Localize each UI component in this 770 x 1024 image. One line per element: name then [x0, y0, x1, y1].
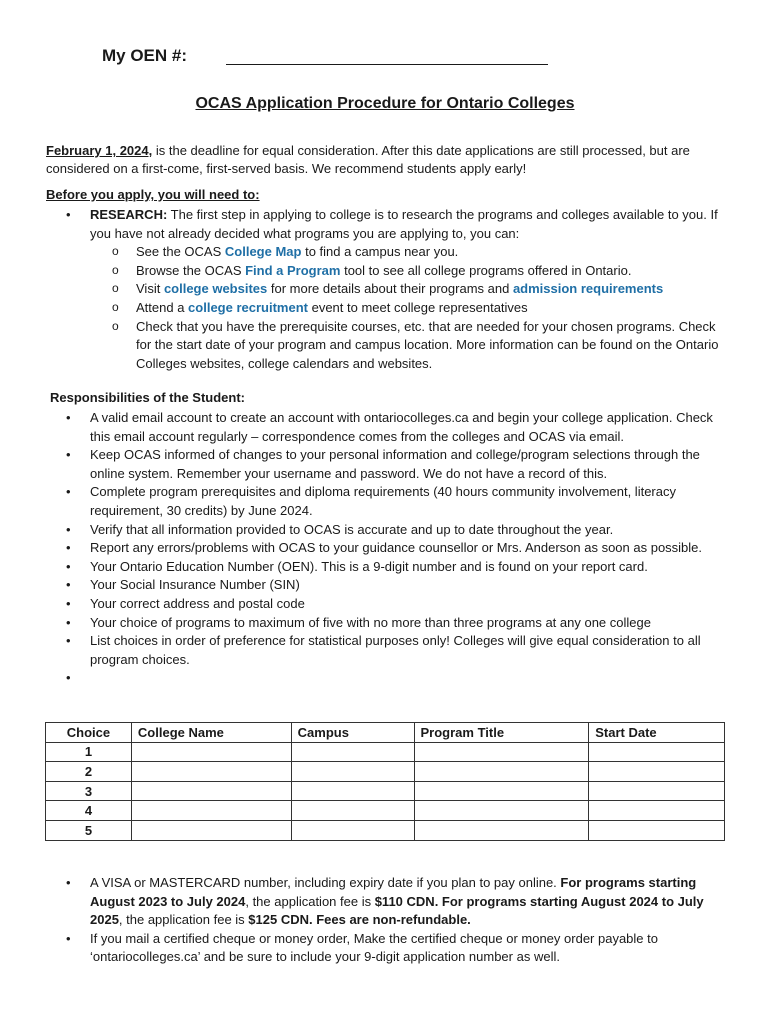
deadline-date: February 1, 2024, — [46, 143, 153, 158]
sub-text: Check that you have the prerequisite courses, etc. that are needed for your chosen programs. Check for the start date of your program and campus location. More information can be found on the Ontario Colleges websites, college calendars and websites. — [136, 318, 719, 371]
choice-number: 2 — [46, 762, 132, 782]
research-label: RESEARCH: — [90, 207, 168, 222]
sub-text: Attend a — [136, 299, 189, 315]
list-item-empty — [46, 669, 726, 688]
sub-text: tool to see all college programs offered in Ontario. — [340, 262, 632, 278]
table-cell[interactable] — [589, 742, 725, 762]
list-item: • Keep OCAS informed of changes to your personal information and college/program selections through the online system. Remember your username and password. We do not have a record of this. — [46, 446, 726, 483]
payment-text: , the application fee is — [118, 912, 249, 928]
responsibilities-list — [46, 409, 726, 688]
list-item: • List choices in order of preference for statistical purposes only! Colleges will give equal consideration to all program choices. — [46, 632, 726, 669]
table-cell[interactable] — [131, 781, 291, 801]
oen-label: My OEN #: — [102, 46, 188, 65]
list-item: • Complete program prerequisites and diploma requirements (40 hours community involvement, literacy requirement, 30 credits) by June 2024. — [46, 483, 726, 520]
sub-item — [90, 318, 726, 374]
sub-item — [90, 243, 726, 262]
table-header-row — [46, 723, 725, 743]
sub-text: Browse the OCAS — [136, 262, 246, 278]
table-row — [46, 781, 725, 801]
table-cell[interactable] — [589, 762, 725, 782]
payment-list — [46, 874, 726, 967]
intro-paragraph — [46, 142, 726, 178]
sub-item — [90, 299, 726, 318]
sub-text: See the OCAS — [136, 244, 225, 260]
list-item: • A valid email account to create an account with ontariocolleges.ca and begin your college application. Check this email account regularly – correspondence comes from the colleges and OCAS via email. — [46, 409, 726, 446]
payment-text: A VISA or MASTERCARD number, including expiry date if you plan to pay online. — [90, 875, 561, 890]
table-cell[interactable] — [291, 820, 414, 840]
table-cell[interactable] — [291, 742, 414, 762]
table-row — [46, 762, 725, 782]
admission-requirements-link[interactable]: admission requirements — [512, 281, 664, 297]
column-header: Choice — [46, 723, 132, 743]
table-cell[interactable] — [291, 781, 414, 801]
table-cell[interactable] — [131, 820, 291, 840]
responsibilities-heading: Responsibilities of the Student: — [50, 390, 246, 405]
sub-item — [90, 262, 726, 281]
choice-number: 3 — [46, 781, 132, 801]
college-map-link[interactable]: College Map — [224, 244, 302, 260]
list-item: • Your correct address and postal code — [46, 595, 726, 614]
table-cell[interactable] — [414, 820, 589, 840]
list-item: • Verify that all information provided to OCAS is accurate and up to date throughout the year. — [46, 521, 726, 540]
table-cell[interactable] — [131, 762, 291, 782]
oen-blank-line — [226, 64, 548, 65]
table-cell[interactable] — [414, 762, 589, 782]
college-websites-link[interactable]: college websites — [163, 281, 268, 297]
fee-amount: $110 CDN — [374, 893, 435, 909]
table-cell[interactable] — [131, 742, 291, 762]
table-row — [46, 820, 725, 840]
table-cell[interactable] — [291, 801, 414, 821]
sub-text: event to meet college representatives — [307, 299, 528, 315]
column-header: College Name — [131, 723, 291, 743]
table-cell[interactable] — [414, 781, 589, 801]
college-recruitment-link[interactable]: college recruitment — [188, 299, 308, 315]
find-program-link[interactable]: Find a Program — [245, 262, 341, 278]
table-cell[interactable] — [131, 801, 291, 821]
choice-number: 4 — [46, 801, 132, 821]
payment-text: . For programs starting August 2024 to July 2025 — [90, 893, 704, 928]
fee-amount: $125 CDN — [248, 912, 309, 928]
choices-table — [45, 722, 725, 841]
page-title: OCAS Application Procedure for Ontario Colleges — [195, 95, 575, 112]
list-item: • Your choice of programs to maximum of five with no more than three programs at any one college — [46, 614, 726, 633]
intro-text: is the deadline for equal consideration. After this date applications are still processed, but are considered on a first-come, first-served basis. We recommend students apply early! — [46, 143, 690, 176]
table-cell[interactable] — [291, 762, 414, 782]
list-item: • Your Social Insurance Number (SIN) — [46, 576, 726, 595]
table-cell[interactable] — [589, 801, 725, 821]
list-item: • Your Ontario Education Number (OEN). This is a 9-digit number and is found on your report card. — [46, 558, 726, 577]
column-header: Start Date — [589, 723, 725, 743]
table-cell[interactable] — [414, 801, 589, 821]
table-cell[interactable] — [414, 742, 589, 762]
table-row — [46, 742, 725, 762]
column-header: Campus — [291, 723, 414, 743]
list-item-payment-mail: • If you mail a certified cheque or money order, Make the certified cheque or money order payable to ‘ontariocolleges.ca’ and be sure to include your 9-digit application number as well. — [46, 930, 726, 967]
research-text: The first step in applying to college is to research the programs and colleges available to you. If you have not already decided what programs you are applying to, you can: — [90, 207, 718, 241]
payment-text: . Fees are non-refundable. — [308, 912, 471, 928]
choice-number: 5 — [46, 820, 132, 840]
sub-text: to find a campus near you. — [301, 244, 459, 260]
list-item-payment-online — [46, 874, 726, 930]
sub-item — [90, 280, 726, 299]
list-item-research — [46, 206, 726, 373]
sub-text: Visit — [136, 281, 164, 297]
sub-text: for more details about their programs and — [267, 281, 513, 297]
choice-number: 1 — [46, 742, 132, 762]
column-header: Program Title — [414, 723, 589, 743]
before-list — [46, 206, 726, 373]
research-sublist — [90, 243, 726, 373]
payment-text: , the application fee is — [245, 893, 375, 909]
table-cell[interactable] — [589, 820, 725, 840]
table-row — [46, 801, 725, 821]
table-cell[interactable] — [589, 781, 725, 801]
list-item: • Report any errors/problems with OCAS to your guidance counsellor or Mrs. Anderson as soon as possible. — [46, 539, 726, 558]
before-heading: Before you apply, you will need to: — [46, 187, 260, 202]
payment-text: For programs starting August 2023 to July 2024 — [90, 875, 697, 909]
